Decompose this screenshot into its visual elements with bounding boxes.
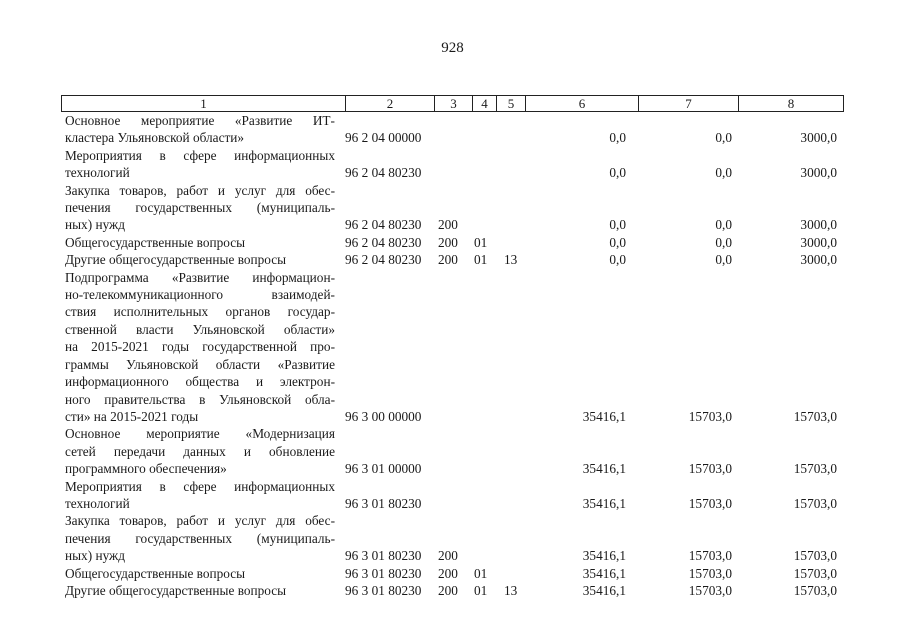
description-line: Основное мероприятие «Развитие ИТ-: [65, 113, 335, 128]
header-col-2: 2: [345, 96, 434, 111]
table-row: [0, 565, 905, 582]
description-line: технологий: [65, 495, 130, 511]
table-row: [0, 582, 905, 599]
table-row: [0, 512, 905, 564]
amount-col-7: 0,0: [715, 252, 732, 268]
table-row: [0, 251, 905, 268]
row-description: [65, 269, 335, 426]
amount-col-8: 15703,0: [793, 495, 837, 511]
expense-type-code: 200: [438, 548, 458, 564]
header-col-4: 4: [472, 96, 496, 111]
amount-col-6: 35416,1: [582, 408, 626, 424]
description-line: ствия исполнительных органов государ-: [65, 304, 335, 320]
description-line: Другие общегосударственные вопросы: [65, 582, 287, 598]
amount-col-6: 0,0: [609, 217, 626, 233]
amount-col-6: 35416,1: [582, 461, 626, 477]
section-code: 01: [474, 565, 488, 581]
description-line: сти» на 2015-2021 годы: [65, 408, 199, 424]
row-description: [65, 112, 335, 147]
table-row: [0, 112, 905, 147]
table-row: [0, 425, 905, 477]
amount-col-8: 3000,0: [800, 130, 837, 146]
description-line: Закупка товаров, работ и услуг для обес-: [65, 182, 335, 198]
header-col-1: 1: [200, 96, 207, 111]
target-article-code: 96 3 01 80230: [345, 565, 422, 581]
row-description: [65, 425, 335, 477]
row-description: [65, 182, 335, 234]
description-line: Другие общегосударственные вопросы: [65, 252, 287, 268]
amount-col-8: 3000,0: [800, 217, 837, 233]
description-line: ных) нужд: [65, 217, 125, 233]
description-line: сетей передачи данных и обновление: [65, 443, 335, 459]
header-col-5: 5: [496, 96, 525, 111]
amount-col-8: 15703,0: [793, 582, 837, 598]
expense-type-code: 200: [438, 234, 458, 250]
section-code: 01: [474, 234, 488, 250]
section-code: 01: [474, 582, 488, 598]
table-row: [0, 478, 905, 513]
description-line: Общегосударственные вопросы: [65, 234, 246, 250]
amount-col-7: 15703,0: [688, 495, 732, 511]
row-description: [65, 478, 335, 513]
description-line: информационного общества и электрон-: [65, 374, 335, 390]
amount-col-8: 15703,0: [793, 548, 837, 564]
amount-col-8: 3000,0: [800, 234, 837, 250]
amount-col-6: 35416,1: [582, 495, 626, 511]
description-line: Основное мероприятие «Модернизация: [65, 426, 335, 442]
description-line: Мероприятия в сфере информационных: [65, 478, 335, 494]
target-article-code: 96 2 04 80230: [345, 217, 422, 233]
target-article-code: 96 2 04 80230: [345, 165, 422, 181]
row-description: [65, 251, 335, 268]
target-article-code: 96 3 01 80230: [345, 495, 422, 511]
description-line: на 2015-2021 годы государственной про-: [65, 339, 335, 355]
row-description: [65, 512, 335, 564]
subsection-code: 13: [504, 582, 518, 598]
description-line: Подпрограмма «Развитие информацион-: [65, 269, 335, 285]
amount-col-7: 0,0: [715, 234, 732, 250]
amount-col-7: 15703,0: [688, 565, 732, 581]
header-col-3: 3: [434, 96, 472, 111]
table-row: [0, 147, 905, 182]
table-row: [0, 182, 905, 234]
target-article-code: 96 2 04 00000: [345, 130, 422, 146]
expense-type-code: 200: [438, 582, 458, 598]
row-description: [65, 147, 335, 182]
amount-col-6: 0,0: [609, 252, 626, 268]
amount-col-6: 0,0: [609, 165, 626, 181]
target-article-code: 96 3 01 80230: [345, 582, 422, 598]
description-line: Закупка товаров, работ и услуг для обес-: [65, 513, 335, 529]
section-code: 01: [474, 252, 488, 268]
description-line: ственной власти Ульяновской области»: [65, 321, 335, 337]
page-number: 928: [441, 40, 464, 56]
header-col-8: 8: [738, 96, 843, 111]
description-line: печения государственных (муниципаль-: [65, 530, 335, 546]
amount-col-7: 0,0: [715, 130, 732, 146]
table-row: [0, 269, 905, 426]
row-description: [65, 582, 335, 599]
description-line: граммы Ульяновской области «Развитие: [65, 356, 335, 372]
description-line: Общегосударственные вопросы: [65, 565, 246, 581]
amount-col-7: 0,0: [715, 217, 732, 233]
description-line: но-телекоммуникационного взаимодей-: [65, 287, 335, 303]
description-line: программного обеспечения»: [65, 461, 227, 477]
header-col-6: 6: [525, 96, 638, 111]
amount-col-6: 0,0: [609, 130, 626, 146]
description-line: технологий: [65, 165, 130, 181]
amount-col-8: 15703,0: [793, 461, 837, 477]
description-line: кластера Ульяновской области»: [65, 130, 245, 146]
target-article-code: 96 3 01 00000: [345, 461, 422, 477]
target-article-code: 96 3 00 00000: [345, 408, 422, 424]
amount-col-8: 15703,0: [793, 408, 837, 424]
amount-col-6: 35416,1: [582, 565, 626, 581]
row-description: [65, 565, 335, 582]
table-row: [0, 234, 905, 251]
table-header: [61, 95, 844, 112]
description-line: печения государственных (муниципаль-: [65, 200, 335, 216]
amount-col-7: 15703,0: [688, 461, 732, 477]
amount-col-8: 15703,0: [793, 565, 837, 581]
target-article-code: 96 3 01 80230: [345, 548, 422, 564]
description-line: Мероприятия в сфере информационных: [65, 147, 335, 163]
amount-col-8: 3000,0: [800, 165, 837, 181]
amount-col-7: 0,0: [715, 165, 732, 181]
subsection-code: 13: [504, 252, 518, 268]
expense-type-code: 200: [438, 252, 458, 268]
table-body: [0, 112, 905, 599]
description-line: ного правительства в Ульяновской обла-: [65, 391, 335, 407]
amount-col-7: 15703,0: [688, 582, 732, 598]
amount-col-7: 15703,0: [688, 408, 732, 424]
amount-col-6: 35416,1: [582, 548, 626, 564]
amount-col-6: 0,0: [609, 234, 626, 250]
target-article-code: 96 2 04 80230: [345, 234, 422, 250]
amount-col-6: 35416,1: [582, 582, 626, 598]
description-line: ных) нужд: [65, 548, 125, 564]
amount-col-8: 3000,0: [800, 252, 837, 268]
expense-type-code: 200: [438, 565, 458, 581]
expense-type-code: 200: [438, 217, 458, 233]
row-description: [65, 234, 335, 251]
target-article-code: 96 2 04 80230: [345, 252, 422, 268]
amount-col-7: 15703,0: [688, 548, 732, 564]
header-col-7: 7: [638, 96, 738, 111]
